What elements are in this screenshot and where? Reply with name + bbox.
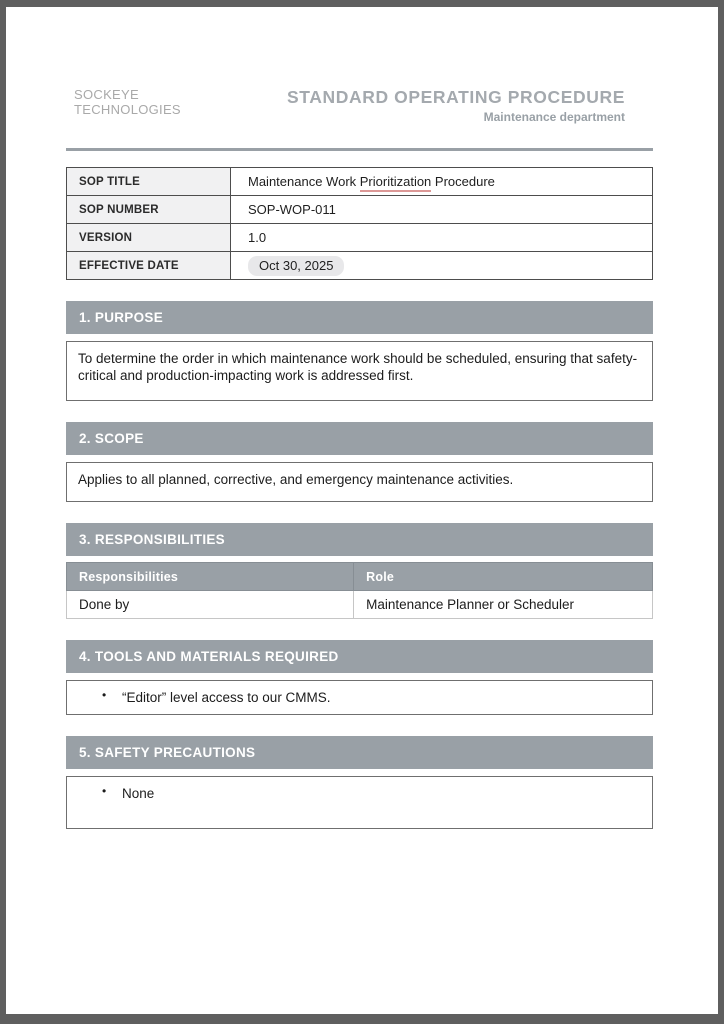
sop-info-table	[66, 167, 653, 280]
sop-title-label: SOP TITLE	[67, 168, 231, 196]
section-heading-scope: 2. SCOPE	[66, 422, 653, 455]
section-heading-safety: 5. SAFETY PRECAUTIONS	[66, 736, 653, 769]
section-body-tools	[66, 680, 653, 715]
role-column-header: Role	[354, 563, 653, 591]
table-row	[67, 224, 653, 252]
document-title: STANDARD OPERATING PROCEDURE	[287, 87, 625, 107]
tools-bullet-list	[78, 689, 641, 706]
sop-title-suffix: Procedure	[431, 174, 495, 189]
list-item	[102, 689, 641, 706]
header-divider	[66, 148, 653, 151]
bullet-icon: •	[102, 784, 107, 799]
version-label: VERSION	[67, 224, 231, 252]
bullet-icon: •	[102, 688, 107, 702]
responsibilities-table	[66, 562, 653, 619]
document-content	[6, 87, 718, 829]
section-body-purpose: To determine the order in which maintenance work should be scheduled, ensuring that safety-critical and production-impacting work is addressed first.	[66, 341, 653, 401]
responsibilities-column-header: Responsibilities	[67, 563, 354, 591]
company-logo-line1: SOCKEYE	[74, 87, 139, 102]
sop-number-value: SOP-WOP-011	[231, 196, 653, 224]
date-chip[interactable]: Oct 30, 2025	[248, 256, 344, 276]
sop-title-prefix: Maintenance Work	[248, 174, 360, 189]
section-heading-purpose: 1. PURPOSE	[66, 301, 653, 334]
document-page	[6, 7, 718, 1014]
table-header-row	[67, 563, 653, 591]
sop-title-value	[231, 168, 653, 196]
section-heading-tools: 4. TOOLS AND MATERIALS REQUIRED	[66, 640, 653, 673]
version-value: 1.0	[231, 224, 653, 252]
department-subtitle: Maintenance department	[483, 110, 625, 124]
table-row	[67, 252, 653, 280]
section-body-safety	[66, 776, 653, 829]
company-logo	[66, 87, 181, 118]
spellcheck-word: Prioritization	[360, 174, 432, 192]
table-row	[67, 591, 653, 619]
sop-number-label: SOP NUMBER	[67, 196, 231, 224]
effective-date-cell	[231, 252, 653, 280]
tools-bullet-text: “Editor” level access to our CMMS.	[122, 690, 331, 705]
table-row	[67, 168, 653, 196]
title-block	[287, 87, 625, 124]
document-header	[66, 87, 653, 124]
section-body-scope: Applies to all planned, corrective, and emergency maintenance activities.	[66, 462, 653, 502]
responsibility-cell: Done by	[67, 591, 354, 619]
safety-bullet-list	[78, 785, 641, 802]
effective-date-label: EFFECTIVE DATE	[67, 252, 231, 280]
section-heading-responsibilities: 3. RESPONSIBILITIES	[66, 523, 653, 556]
safety-bullet-text: None	[122, 786, 155, 802]
company-logo-line2: TECHNOLOGIES	[74, 102, 181, 118]
role-cell: Maintenance Planner or Scheduler	[354, 591, 653, 619]
table-row	[67, 196, 653, 224]
list-item	[102, 785, 641, 802]
